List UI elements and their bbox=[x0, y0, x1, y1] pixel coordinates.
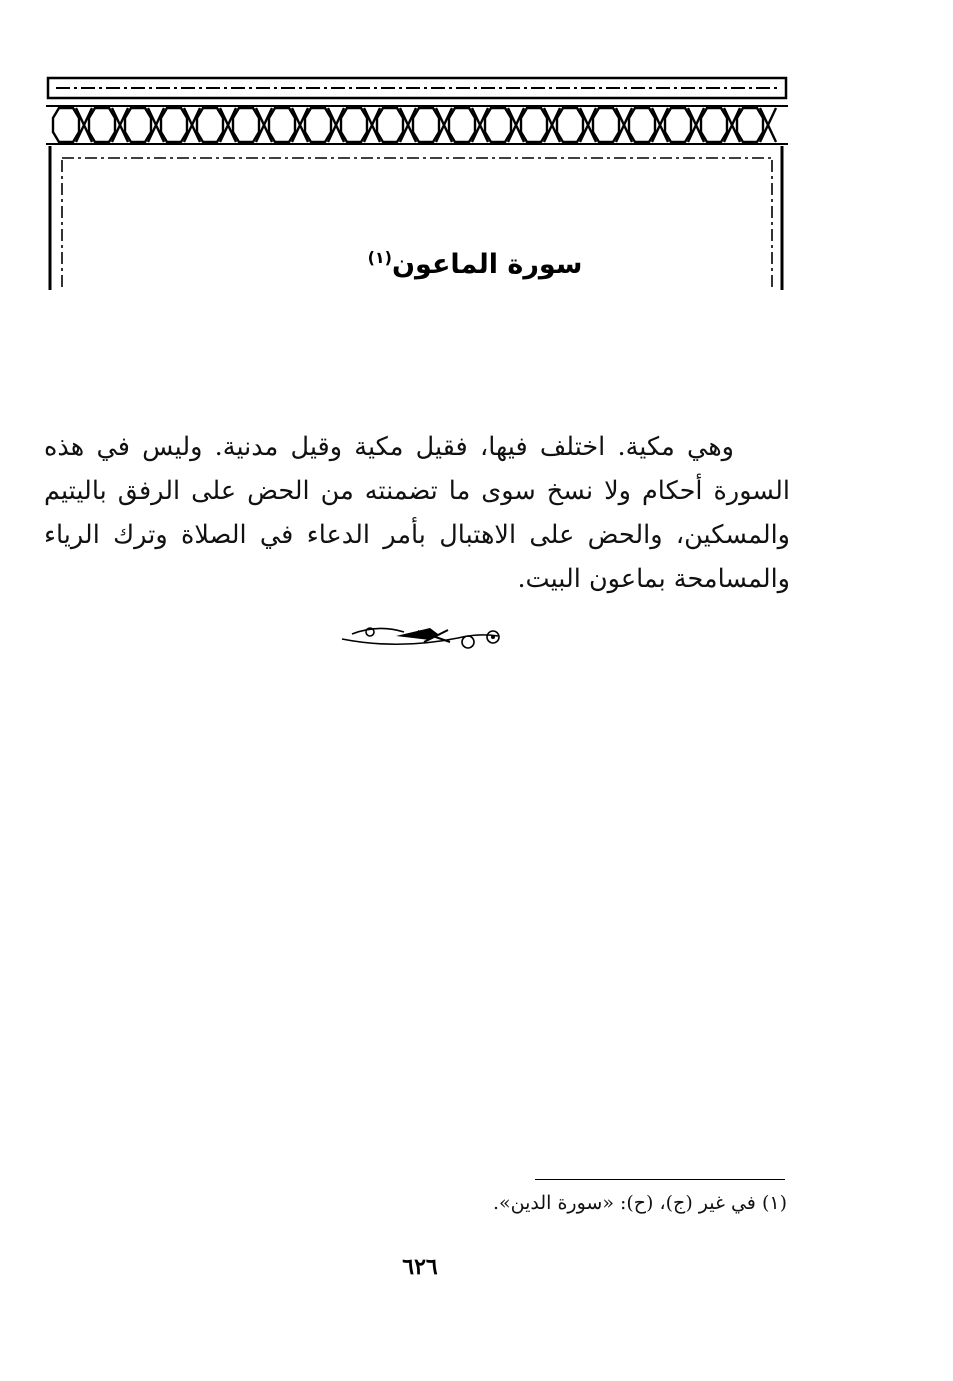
band-octagon bbox=[665, 108, 691, 142]
intro-paragraph: وهي مكية. اختلف فيها، فقيل مكية وقيل مدنية. وليس في هذه السورة أحكام ولا نسخ سوى ما تضمنته من الحض على الرفق باليتيم والمسكين، والحض على الاهتبال بأمر الدعاء في الصلاة وترك الرياء والمسامحة بماعون البيت. bbox=[44, 432, 790, 594]
band-octagon bbox=[557, 108, 583, 142]
band-octagon bbox=[485, 108, 511, 142]
band-octagon bbox=[701, 108, 727, 142]
band-octagon bbox=[161, 108, 187, 142]
band-octagon bbox=[341, 108, 367, 142]
footnote-separator bbox=[535, 1179, 785, 1180]
band-octagon bbox=[89, 108, 115, 142]
band-octagon bbox=[269, 108, 295, 142]
title-footnote-marker: (١) bbox=[367, 248, 392, 267]
footnote bbox=[493, 1192, 787, 1214]
band-octagon bbox=[521, 108, 547, 142]
band-octagon bbox=[629, 108, 655, 142]
band-octagon bbox=[737, 108, 763, 142]
band-octagon bbox=[233, 108, 259, 142]
footnote-marker: (١) bbox=[761, 1192, 787, 1214]
band-octagon bbox=[305, 108, 331, 142]
surah-title bbox=[240, 248, 710, 280]
ornament-divider bbox=[338, 620, 508, 654]
band-octagon bbox=[449, 108, 475, 142]
band-octagon bbox=[377, 108, 403, 142]
band-octagon bbox=[593, 108, 619, 142]
band-octagon bbox=[197, 108, 223, 142]
footnote-text: في غير (ج)، (ح): «سورة الدين». bbox=[492, 1192, 756, 1214]
band-octagon bbox=[53, 108, 79, 142]
page-number: ٦٢٦ bbox=[402, 1254, 438, 1280]
band-octagon bbox=[413, 108, 439, 142]
surah-title-text: سورة الماعون bbox=[391, 249, 583, 280]
body-text bbox=[44, 425, 790, 601]
band-octagon bbox=[125, 108, 151, 142]
